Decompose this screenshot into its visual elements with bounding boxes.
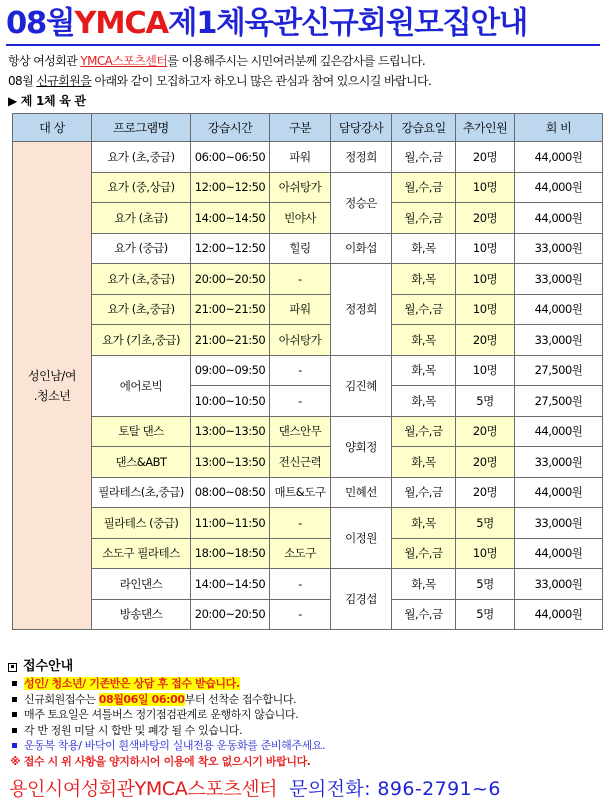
time-cell: 12:00~12:50 — [191, 233, 270, 264]
table-row — [13, 264, 603, 295]
program-cell: 소도구 필라테스 — [92, 538, 191, 569]
fee-cell: 27,500원 — [515, 386, 603, 417]
program-cell: 요가 (중급) — [92, 233, 191, 264]
table-row — [13, 477, 603, 508]
table-row — [13, 142, 603, 173]
table-row — [13, 294, 603, 325]
time-cell: 13:00~13:50 — [191, 447, 270, 478]
notes-heading — [8, 658, 603, 676]
time-cell: 20:00~20:50 — [191, 599, 270, 630]
intro-line1-b: 를 이용해주시는 시민여러분께 깊은감사를 드립니다. — [167, 54, 426, 68]
count-cell: 10명 — [456, 538, 515, 569]
type-cell: 소도구 — [270, 538, 331, 569]
schedule-table — [12, 113, 603, 630]
note-signup-c: 부터 선착순 접수합니다. — [184, 692, 297, 706]
type-cell: - — [270, 508, 331, 539]
type-cell: 매트&도구 — [270, 477, 331, 508]
count-cell: 5명 — [456, 386, 515, 417]
count-cell: 10명 — [456, 172, 515, 203]
type-cell: 전신근력 — [270, 447, 331, 478]
time-cell: 14:00~14:50 — [191, 203, 270, 234]
time-cell: 10:00~10:50 — [191, 386, 270, 417]
table-row — [13, 325, 603, 356]
note-shoes — [8, 738, 603, 754]
header-instructor: 담당강사 — [331, 114, 392, 142]
program-cell: 라인댄스 — [92, 569, 191, 600]
note-warning: ※ 접수 시 위 사항을 양지하시어 이용에 착오 없으시기 바랍니다. — [10, 754, 311, 768]
type-cell: 파워 — [270, 142, 331, 173]
table-row — [13, 599, 603, 630]
type-cell: 빈야사 — [270, 203, 331, 234]
instructor-cell: 양회정 — [331, 416, 392, 477]
bullet-icon — [12, 728, 17, 733]
type-cell: - — [270, 264, 331, 295]
instructor-cell: 정정희 — [331, 264, 392, 356]
type-cell: - — [270, 599, 331, 630]
table-row — [13, 233, 603, 264]
program-cell: 요가 (기초,중급) — [92, 325, 191, 356]
fee-cell: 44,000원 — [515, 416, 603, 447]
days-cell: 화,목 — [392, 264, 456, 295]
footer-org: 용인시여성회관YMCA스포츠센터 — [9, 778, 278, 800]
days-cell: 화,목 — [392, 325, 456, 356]
table-row — [13, 538, 603, 569]
days-cell: 월,수,금 — [392, 538, 456, 569]
table-row — [13, 172, 603, 203]
fee-cell: 33,000원 — [515, 447, 603, 478]
table-row — [13, 508, 603, 539]
bullet-icon — [12, 743, 17, 748]
intro-line-1 — [8, 51, 603, 71]
count-cell: 10명 — [456, 264, 515, 295]
note-signup-date-text: 08월06일 06:00 — [98, 692, 185, 706]
program-cell: 필라테스 (중급) — [92, 508, 191, 539]
count-cell: 20명 — [456, 203, 515, 234]
count-cell: 20명 — [456, 142, 515, 173]
program-cell: 토탈 댄스 — [92, 416, 191, 447]
title-month: 08월 — [6, 6, 75, 41]
fee-cell: 44,000원 — [515, 477, 603, 508]
notes-heading-text: 접수안내 — [23, 659, 74, 674]
time-cell: 08:00~08:50 — [191, 477, 270, 508]
days-cell: 월,수,금 — [392, 172, 456, 203]
title-rest: 제1체육관신규회원모집안내 — [167, 6, 528, 41]
time-cell: 14:00~14:50 — [191, 569, 270, 600]
square-bullet-icon — [8, 663, 17, 672]
note-signup-a: 신규회원접수는 — [24, 692, 99, 706]
days-cell: 화,목 — [392, 233, 456, 264]
intro-line2-b: 아래와 같이 모집하고자 하오니 많은 관심과 참여 있으시길 바랍니다. — [91, 74, 432, 88]
days-cell: 화,목 — [392, 447, 456, 478]
intro-shin: 신규회원을 — [36, 74, 92, 88]
time-cell: 11:00~11:50 — [191, 508, 270, 539]
fee-cell: 44,000원 — [515, 538, 603, 569]
type-cell: 힐링 — [270, 233, 331, 264]
instructor-cell: 김진혜 — [331, 355, 392, 416]
table-row — [13, 569, 603, 600]
instructor-cell: 이화섭 — [331, 233, 392, 264]
days-cell: 화,목 — [392, 355, 456, 386]
bullet-icon — [12, 697, 17, 702]
title-brand: YMCA — [74, 6, 168, 41]
registration-notes — [8, 658, 603, 769]
program-cell: 요가 (초급) — [92, 203, 191, 234]
count-cell: 10명 — [456, 294, 515, 325]
days-cell: 화,목 — [392, 386, 456, 417]
fee-cell: 44,000원 — [515, 172, 603, 203]
note-signup-date — [8, 692, 603, 708]
fee-cell: 33,000원 — [515, 508, 603, 539]
time-cell: 21:00~21:50 — [191, 325, 270, 356]
note-merge — [8, 723, 603, 739]
section-label: ▶ 제 1체 육 관 — [8, 94, 86, 108]
bullet-icon — [12, 681, 17, 686]
fee-cell: 33,000원 — [515, 325, 603, 356]
fee-cell: 33,000원 — [515, 569, 603, 600]
type-cell: 아쉬탕가 — [270, 172, 331, 203]
header-target: 대 상 — [13, 114, 92, 142]
fee-cell: 33,000원 — [515, 264, 603, 295]
count-cell: 20명 — [456, 416, 515, 447]
type-cell: 파워 — [270, 294, 331, 325]
program-cell: 요가 (중,상급) — [92, 172, 191, 203]
program-cell: 댄스&ABT — [92, 447, 191, 478]
fee-cell: 44,000원 — [515, 203, 603, 234]
days-cell: 월,수,금 — [392, 203, 456, 234]
count-cell: 5명 — [456, 599, 515, 630]
header-count: 추가인원 — [456, 114, 515, 142]
page-title — [6, 2, 606, 46]
note-consult-text: 성인/ 청소년/ 기존반은 상담 후 접수 받습니다. — [24, 677, 240, 690]
table-row — [13, 355, 603, 386]
note-merge-text: 각 반 정원 미달 시 합반 및 폐강 될 수 있습니다. — [24, 723, 243, 737]
program-cell: 방송댄스 — [92, 599, 191, 630]
instructor-cell: 이정원 — [331, 508, 392, 569]
title-underline — [6, 44, 600, 46]
program-cell: 에어로빅 — [92, 355, 191, 416]
time-cell: 12:00~12:50 — [191, 172, 270, 203]
time-cell: 06:00~06:50 — [191, 142, 270, 173]
footer-contact — [9, 776, 501, 802]
intro-line1-a: 항상 여성회관 — [8, 54, 81, 68]
program-cell: 요가 (초,중급) — [92, 294, 191, 325]
table-header-row — [13, 114, 603, 142]
count-cell: 20명 — [456, 447, 515, 478]
days-cell: 월,수,금 — [392, 599, 456, 630]
header-days: 강습요일 — [392, 114, 456, 142]
note-shuttle-text: 매주 토요일은 셔틀버스 정기점검관계로 운행하지 않습니다. — [24, 708, 299, 721]
days-cell: 월,수,금 — [392, 477, 456, 508]
time-cell: 20:00~20:50 — [191, 264, 270, 295]
instructor-cell: 정정희 — [331, 142, 392, 173]
time-cell: 09:00~09:50 — [191, 355, 270, 386]
target-group-cell — [13, 142, 92, 630]
instructor-cell: 김경섭 — [331, 569, 392, 630]
program-cell: 필라테스(초,중급) — [92, 477, 191, 508]
note-shuttle — [8, 707, 603, 723]
days-cell: 월,수,금 — [392, 142, 456, 173]
days-cell: 화,목 — [392, 508, 456, 539]
count-cell: 5명 — [456, 569, 515, 600]
type-cell: 아쉬탕가 — [270, 325, 331, 356]
count-cell: 5명 — [456, 508, 515, 539]
header-program: 프로그램명 — [92, 114, 191, 142]
type-cell: - — [270, 355, 331, 386]
count-cell: 20명 — [456, 325, 515, 356]
type-cell: 댄스안무 — [270, 416, 331, 447]
fee-cell: 33,000원 — [515, 233, 603, 264]
days-cell: 월,수,금 — [392, 416, 456, 447]
instructor-cell: 민혜선 — [331, 477, 392, 508]
intro-text — [8, 51, 603, 91]
instructor-cell: 정승은 — [331, 172, 392, 233]
time-cell: 18:00~18:50 — [191, 538, 270, 569]
table-row — [13, 416, 603, 447]
time-cell: 21:00~21:50 — [191, 294, 270, 325]
count-cell: 10명 — [456, 355, 515, 386]
type-cell: - — [270, 386, 331, 417]
days-cell: 화,목 — [392, 569, 456, 600]
footer-phone: 문의전화: 896-2791~6 — [289, 778, 501, 800]
count-cell: 20명 — [456, 477, 515, 508]
table-row — [13, 203, 603, 234]
table-row — [13, 447, 603, 478]
bullet-icon — [12, 712, 17, 717]
intro-line-2 — [8, 71, 603, 91]
count-cell: 10명 — [456, 233, 515, 264]
header-type: 구분 — [270, 114, 331, 142]
fee-cell: 44,000원 — [515, 294, 603, 325]
note-consult — [8, 676, 603, 692]
fee-cell: 27,500원 — [515, 355, 603, 386]
days-cell: 월,수,금 — [392, 294, 456, 325]
group-line-1: 성인남/여 — [28, 368, 76, 383]
fee-cell: 44,000원 — [515, 142, 603, 173]
time-cell: 13:00~13:50 — [191, 416, 270, 447]
header-fee: 회 비 — [515, 114, 603, 142]
fee-cell: 44,000원 — [515, 599, 603, 630]
program-cell: 요가 (초,중급) — [92, 142, 191, 173]
header-time: 강습시간 — [191, 114, 270, 142]
intro-ymca: YMCA스포츠센터 — [80, 54, 168, 68]
group-line-2: .청소년 — [33, 388, 71, 403]
type-cell: - — [270, 569, 331, 600]
program-cell: 요가 (초,중급) — [92, 264, 191, 295]
intro-line2-a: 08월 — [8, 74, 37, 88]
note-shoes-text: 운동복 착용/ 바닥이 흰색바탕의 실내전용 운동화를 준비해주세요. — [24, 739, 326, 752]
